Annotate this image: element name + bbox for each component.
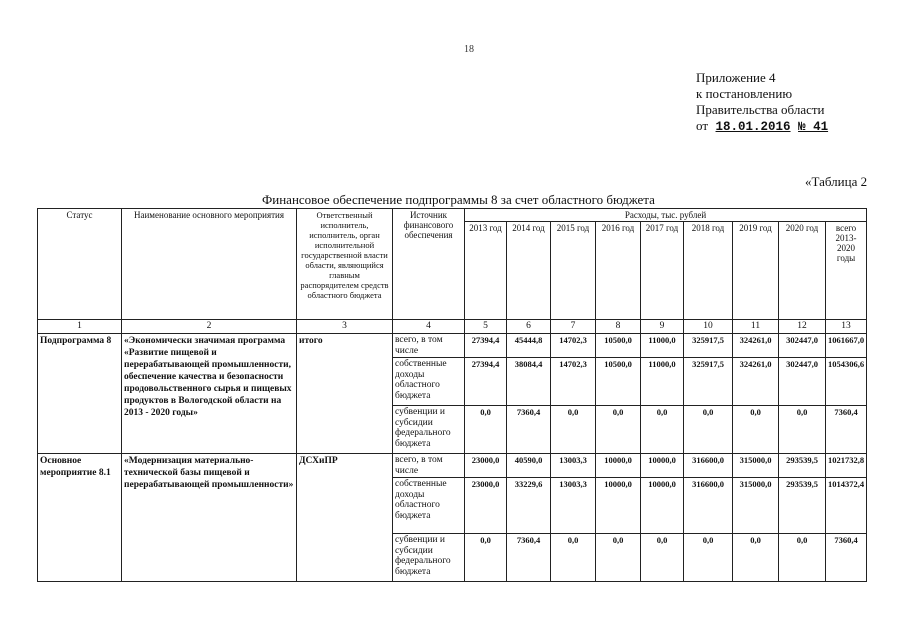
value-cell: 0,0 [684,534,733,582]
value-cell: 324261,0 [733,334,779,358]
value-cell: 11000,0 [641,334,684,358]
value-cell: 0,0 [551,406,596,454]
source-cell: всего, в том числе [393,334,465,358]
header-year: 2018 год [684,222,733,320]
value-cell: 27394,4 [465,358,507,406]
column-number: 13 [826,320,867,334]
header-year: 2013 год [465,222,507,320]
value-cell: 325917,5 [684,334,733,358]
value-cell: 14702,3 [551,334,596,358]
table-row [38,334,867,358]
value-cell: 293539,5 [779,478,826,534]
status-cell: Основное мероприятие 8.1 [38,454,122,582]
value-cell-total: 1054306,6 [826,358,867,406]
header-row-1 [38,209,867,222]
value-cell: 27394,4 [465,334,507,358]
value-cell: 40590,0 [507,454,551,478]
column-number: 1 [38,320,122,334]
value-cell: 45444,8 [507,334,551,358]
value-cell: 10000,0 [596,454,641,478]
value-cell: 10000,0 [641,454,684,478]
value-cell: 10500,0 [596,334,641,358]
value-cell: 293539,5 [779,454,826,478]
column-number: 12 [779,320,826,334]
value-cell: 13003,3 [551,454,596,478]
value-cell: 316600,0 [684,454,733,478]
column-number-row [38,320,867,334]
column-number: 4 [393,320,465,334]
value-cell: 23000,0 [465,478,507,534]
value-cell: 14702,3 [551,358,596,406]
value-cell: 0,0 [551,534,596,582]
value-cell: 0,0 [779,534,826,582]
value-cell: 0,0 [596,534,641,582]
column-number: 7 [551,320,596,334]
financing-table [37,208,867,582]
header-year: 2020 год [779,222,826,320]
value-cell: 0,0 [733,534,779,582]
value-cell: 33229,6 [507,478,551,534]
value-cell: 10000,0 [596,478,641,534]
table-label: «Таблица 2 [805,174,868,189]
value-cell: 7360,4 [507,534,551,582]
column-number: 5 [465,320,507,334]
column-number: 11 [733,320,779,334]
executor-cell: итого [297,334,393,454]
appendix-date-prefix: от [696,118,709,133]
value-cell-total: 1014372,4 [826,478,867,534]
value-cell: 315000,0 [733,478,779,534]
value-cell: 23000,0 [465,454,507,478]
header-year: 2019 год [733,222,779,320]
table-row [38,454,867,478]
value-cell: 325917,5 [684,358,733,406]
appendix-line-2: к постановлению [696,86,793,101]
header-executor: Ответственный исполнитель, исполнитель, орган исполнительной государственной власти области, являющийся главным распорядителем средств областного бюджета [297,209,393,320]
source-cell: собственные доходы областного бюджета [393,478,465,534]
header-year: 2016 год [596,222,641,320]
value-cell: 7360,4 [507,406,551,454]
value-cell: 0,0 [465,534,507,582]
value-cell: 0,0 [596,406,641,454]
value-cell: 10000,0 [641,478,684,534]
appendix-block [696,70,828,135]
header-year: 2015 год [551,222,596,320]
value-cell-total: 1021732,8 [826,454,867,478]
source-cell: всего, в том числе [393,454,465,478]
value-cell-total: 7360,4 [826,534,867,582]
status-cell: Подпрограмма 8 [38,334,122,454]
header-activity: Наименование основного мероприятия [122,209,297,320]
value-cell-total: 1061667,0 [826,334,867,358]
value-cell: 0,0 [641,534,684,582]
appendix-number: № 41 [798,120,829,134]
header-year: 2014 год [507,222,551,320]
appendix-date-line [696,118,828,135]
column-number: 10 [684,320,733,334]
header-status: Статус [38,209,122,320]
table-title: Финансовое обеспечение подпрограммы 8 за счет областного бюджета [262,192,655,207]
source-cell: субвенции и субсидии федерального бюджета [393,406,465,454]
header-source: Источник финансового обеспечения [393,209,465,320]
value-cell: 0,0 [465,406,507,454]
header-year: 2017 год [641,222,684,320]
value-cell: 10500,0 [596,358,641,406]
header-year-total: всего 2013-2020 годы [826,222,867,320]
column-number: 6 [507,320,551,334]
value-cell: 38084,4 [507,358,551,406]
value-cell: 302447,0 [779,358,826,406]
source-cell: субвенции и субсидии федерального бюджета [393,534,465,582]
activity-name-cell: «Экономически значимая программа «Развитие пищевой и перерабатывающей промышленности, обеспечение качества и безопасности продовольственного сырья и пищевых продуктов в Вологодской области на 2013 - 2020 годы» [122,334,297,454]
column-number: 8 [596,320,641,334]
column-number: 2 [122,320,297,334]
value-cell: 324261,0 [733,358,779,406]
value-cell: 0,0 [641,406,684,454]
value-cell: 315000,0 [733,454,779,478]
column-number: 9 [641,320,684,334]
appendix-line-1: Приложение 4 [696,70,776,85]
value-cell: 13003,3 [551,478,596,534]
value-cell: 0,0 [779,406,826,454]
executor-cell: ДСХиПР [297,454,393,582]
value-cell: 302447,0 [779,334,826,358]
value-cell-total: 7360,4 [826,406,867,454]
source-cell: собственные доходы областного бюджета [393,358,465,406]
header-expenses: Расходы, тыс. рублей [465,209,867,222]
appendix-line-3: Правительства области [696,102,825,117]
value-cell: 0,0 [684,406,733,454]
value-cell: 11000,0 [641,358,684,406]
value-cell: 0,0 [733,406,779,454]
page-number: 18 [464,44,474,55]
appendix-date: 18.01.2016 [715,120,791,134]
activity-name-cell: «Модернизация материально-технической базы пищевой и перерабатывающей промышленности» [122,454,297,582]
column-number: 3 [297,320,393,334]
value-cell: 316600,0 [684,478,733,534]
